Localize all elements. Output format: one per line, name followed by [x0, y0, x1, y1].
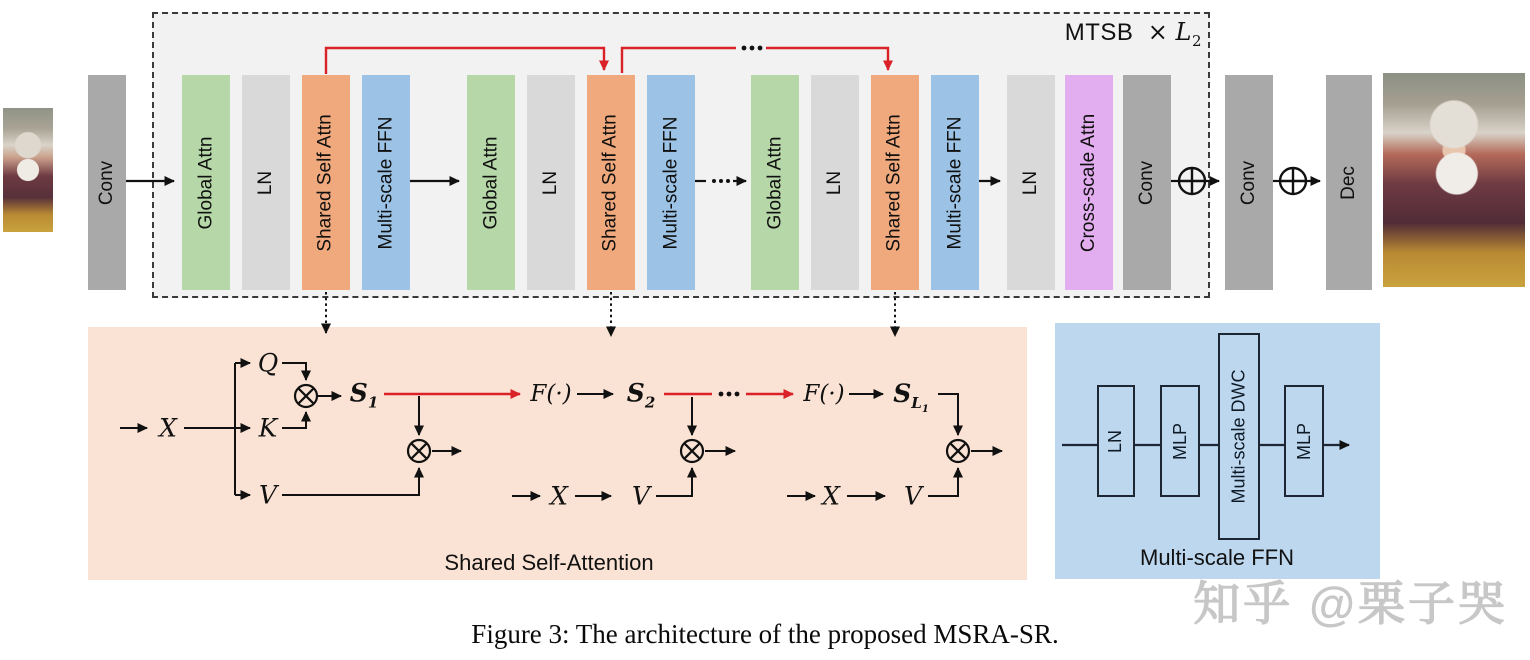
var-sl1-sub-base: L: [911, 394, 922, 412]
output-high-res-image: [1383, 73, 1525, 287]
shared-self-attention-panel: [88, 327, 1027, 580]
block-label: Multi-scale FFN: [660, 115, 682, 250]
ffn-panel-title: Multi-scale FFN: [1139, 545, 1295, 570]
ffn-ln-box: [1097, 385, 1135, 497]
block-label: LN: [823, 170, 845, 195]
block-global-attn-2: [467, 75, 515, 290]
block-ln-3: [811, 75, 859, 290]
ffn-box-label: MLP: [1293, 422, 1314, 460]
block-multi-scale-ffn-3: [931, 75, 979, 290]
block-shared-self-attn-2: [587, 75, 635, 290]
block-dec: [1326, 75, 1372, 290]
block-conv-inside: [1123, 75, 1171, 290]
block-ln-1: [242, 75, 290, 290]
block-shared-self-attn-3: [871, 75, 919, 290]
ffn-multi-scale-dwc-box: [1218, 333, 1260, 540]
block-ln-2: [527, 75, 575, 290]
block-label: LN: [1019, 170, 1041, 195]
block-label: LN: [254, 170, 276, 195]
block-label: Global Attn: [764, 136, 786, 229]
block-shared-self-attn-1: [302, 75, 350, 290]
block-conv-head: [88, 75, 126, 290]
block-label: Conv: [1237, 160, 1259, 205]
var-s1: [350, 379, 379, 412]
var-k: K: [258, 413, 278, 443]
var-v-3: V: [903, 481, 923, 511]
var-sl1-sub: [911, 394, 929, 415]
add-circle-2: [1280, 168, 1306, 194]
var-sl1: [893, 379, 929, 415]
block-global-attn-1: [182, 75, 230, 290]
mtsb-name: MTSB: [1064, 19, 1134, 46]
block-multi-scale-ffn-1: [362, 75, 410, 290]
block-label: Dec: [1337, 165, 1359, 200]
var-x-1: X: [159, 413, 177, 443]
watermark-text: 知乎 @栗子哭: [1193, 577, 1508, 630]
ffn-box-label: MLP: [1169, 422, 1190, 460]
var-x-3: X: [822, 481, 840, 511]
ssa-panel-title: Shared Self-Attention: [444, 550, 654, 575]
var-v-1: V: [258, 480, 278, 510]
var-v-2: V: [631, 481, 651, 511]
var-q: Q: [257, 348, 279, 378]
ffn-mlp2-box: [1284, 385, 1324, 497]
var-f1: F(·): [530, 381, 572, 407]
var-s2-base: S: [626, 378, 645, 408]
var-s2: [627, 379, 656, 412]
block-global-attn-3: [751, 75, 799, 290]
mtsb-times: ×: [1147, 18, 1169, 46]
block-ln-4: [1007, 75, 1055, 290]
var-f2: F(·): [803, 381, 845, 407]
figure-caption: Figure 3: The architecture of the proposed MSRA-SR.: [471, 619, 1059, 649]
var-s2-sub: 2: [644, 393, 656, 412]
block-label: Global Attn: [195, 136, 217, 229]
var-s1-base: S: [349, 378, 368, 408]
block-label: Shared Self Attn: [884, 113, 906, 252]
block-label: LN: [539, 170, 561, 195]
block-cross-scale-attn: [1065, 75, 1113, 290]
mtsb-sub: 2: [1191, 31, 1202, 50]
block-label: Conv: [96, 160, 118, 205]
mtsb-repeat-label: [1065, 18, 1202, 50]
block-multi-scale-ffn-2: [647, 75, 695, 290]
block-label: Global Attn: [480, 136, 502, 229]
ffn-mlp1-box: [1160, 385, 1200, 497]
block-label: Multi-scale FFN: [944, 115, 966, 250]
block-conv-outside: [1225, 75, 1273, 290]
var-sl1-sub-sub: 1: [921, 404, 929, 415]
ffn-box-label: LN: [1105, 429, 1126, 453]
input-low-res-image: [3, 108, 53, 232]
var-sl1-base: S: [893, 379, 912, 408]
block-label: Cross-scale Attn: [1078, 113, 1100, 252]
block-label: Shared Self Attn: [315, 113, 337, 252]
var-s1-sub: 1: [367, 393, 379, 412]
block-label: Shared Self Attn: [600, 113, 622, 252]
var-x-2: X: [550, 481, 568, 511]
block-label: Multi-scale FFN: [375, 115, 397, 250]
ffn-box-label: Multi-scale DWC: [1228, 369, 1249, 504]
block-label: Conv: [1135, 160, 1157, 205]
mtsb-var: L: [1175, 18, 1192, 46]
